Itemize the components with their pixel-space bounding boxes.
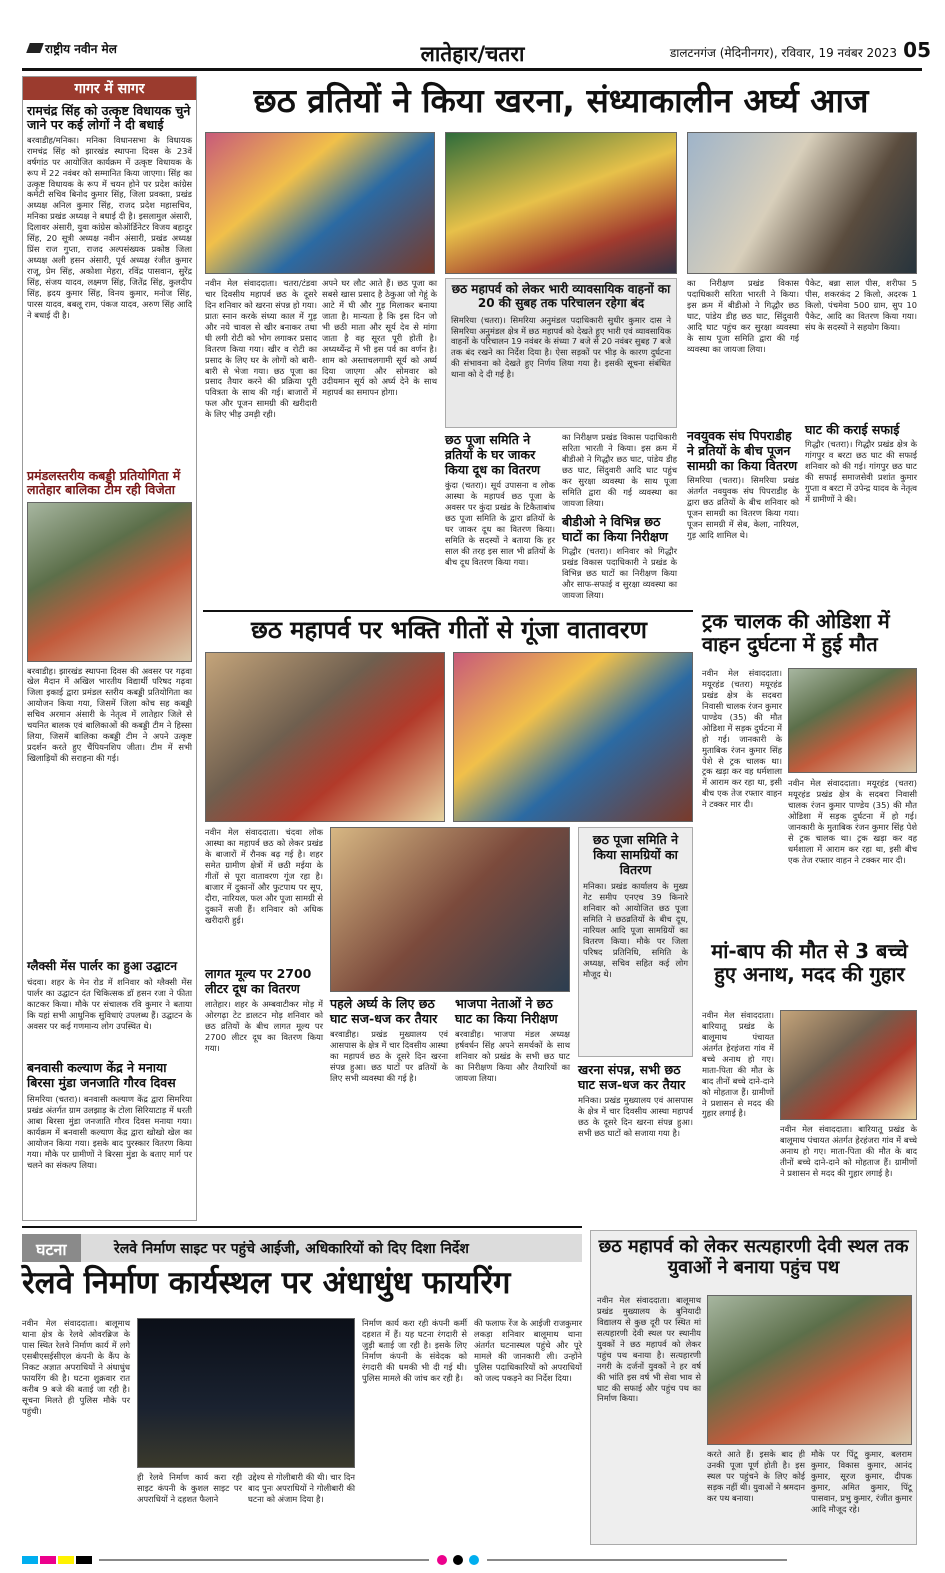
right-photo-accident xyxy=(788,668,917,773)
bottom-box-headline: छठ महापर्व को लेकर सत्यहारणी देवी स्थल तक युवाओं ने बनाया पहुंच पथ xyxy=(598,1236,909,1278)
mid-story-d-headline: भाजपा नेताओं ने छठ घाट का किया निरीक्षण xyxy=(455,996,558,1026)
kabaddi-team-photo xyxy=(27,502,192,662)
dateline: डालटनगंज (मेदिनीनगर), रविवार, 19 नवंबर 2023 xyxy=(669,46,897,60)
top-photo-market xyxy=(445,132,677,274)
top-story-d-headline: बीडीओ ने विभिन्न छठ घाटों का किया निरीक्षण xyxy=(562,514,668,544)
mid-story-d-body: बरवाडीह। भाजपा मंडल अध्यक्ष हर्षवर्धन सिंह अपने समर्थकों के साथ शनिवार को प्रखंड के सभी छठ घाट का निरीक्षण किया और तैयारियों का जायजा लिया। xyxy=(455,1029,570,1083)
top-body-b: अपने घर लौट आते हैं। छठ पूजा का सबसे खास प्रसाद है ठेकुआ जो गेहूं के आटे में घी और गुड़ मिलाकर बनाया जाता है। मान्यता है कि इस दिन जो भी छठी माता और सूर्य देव से मांगा जाता है वह सूरत पूरी होती है। अध्यर्थ्येन्द्र में भी इस पर्व का वर्णन है। शाम को अस्ताचलगामी सूर्य को अर्घ्य दिया जाएगा और सोमवार को उदीयमान सूर्य को अर्घ्य देने के साथ महापर्व का समापन होगा। xyxy=(322,278,437,398)
mid-story-f-body: मनिका। प्रखंड मुख्यालय एवं आसपास के क्षेत्र में चार दिवसीय आस्था महापर्व छठ के दूसरे दिन खरना संपन्न हुआ। सभी छठ घाटों को सजाया गया है। xyxy=(578,1095,693,1138)
black-dot-icon xyxy=(453,1555,463,1565)
mid-story-c-body: बरवाडीह। प्रखंड मुख्यालय एवं आसपास के क्षेत्र में चार दिवसीय आस्था का महापर्व छठ के दूसरे दिन खरना संपन्न हुआ। छठ घाटों पर व्रतियों के लिए सभी व्यवस्था की गई है। xyxy=(330,1029,448,1083)
page-number: 05 xyxy=(903,38,931,62)
left-story4-body: सिमरिया (चतरा)। बनवासी कल्याण केंद्र द्वारा सिमरिया प्रखंड अंतर्गत ग्राम उलझाड़ के टोला सिरियाटाड़ में धरती आबा बिरसा मुंडा जनजाति गौरव दिवस मनाया गया। कार्यक्रम में बनवासी कल्याण केंद्र द्वारा खोखो खेल का आयोजन किया गया। इसके बाद पुरस्कार वितरण किया गया। मौके पर ग्रामीणों ने बिरसा मुंडा के बताए मार्ग पर चलने का संकल्प लिया। xyxy=(27,1094,192,1170)
bottom-kicker-tag: घटना xyxy=(22,1234,81,1262)
masthead xyxy=(0,0,945,70)
left-story2-headline: प्रमंडलस्तरीय कबड्डी प्रतियोगिता में लातेहार बालिका टीम रही विजेता xyxy=(27,467,181,498)
bottom-headline: रेलवे निर्माण कार्यस्थल पर अंधाधुंध फायरिंग xyxy=(22,1265,511,1301)
mid-body-a: नवीन मेल संवाददाता। चंदवा लोक आस्था का महापर्व छठ को लेकर प्रखंड के बाजारों में रौनक बढ़ गई है। शहर समेत ग्रामीण क्षेत्रों में छठी मईया के गीतों से पूरा वातावरण गूंज रहा है। बाजार में दुकानों और फुटपाथ पर सूप, दौरा, नारियल, फल और पूजा सामग्री से दुकानें सजी हैं। शनिवार को अधिक खरीदारी हुई। xyxy=(205,827,324,925)
mid-photo-distribution xyxy=(453,652,693,822)
top-transport-box xyxy=(445,278,677,428)
top-body-a: नवीन मेल संवाददाता। चतरा/टंडवा चार दिवसीय महापर्व छठ के दूसरे दिन शनिवार को खरना संपन्न हो गया। प्रातः स्नान करके संध्या काल में गुड़ और नये चावल से खीर बनाकर तथा घी लगी रोटी को भोग लगाकर प्रसाद वितरण किया गया। खीर व रोटी का प्रसाद के लिए घर के लोगों को बारी-बारी से भेजा गया। छठ पूजा का प्रसाद तैयार करने की प्रक्रिया पूरी पवित्रता के साथ की गई। बाजारों में फल और पूजन सामग्री की खरीदारी के लिए भीड़ उमड़ी रही। xyxy=(205,278,317,420)
top-story-c-headline: छठ पूजा समिति ने व्रतियों के घर जाकर किया दूध का वितरण xyxy=(445,432,541,477)
cyan-dot-icon xyxy=(469,1555,479,1565)
left-kicker: गागर में सागर xyxy=(23,77,196,100)
top-story-f xyxy=(687,278,799,604)
yellow-swatch xyxy=(58,1556,74,1564)
mid-rule xyxy=(203,610,693,612)
right-story2-continued: नवीन मेल संवाददाता। बारियातू प्रखंड के बालूमाथ पंचायत अंतर्गत हेरहंजरा गांव में बच्चे अनाथ हो गए। माता-पिता की मौत के बाद तीनों बच्चे दाने-दाने को मोहताज हैं। ग्रामीणों ने प्रशासन से मदद की गुहार लगाई है। xyxy=(780,1124,917,1178)
top-story-d xyxy=(562,432,677,604)
bottom-rule xyxy=(22,1226,582,1228)
mid-photo-market xyxy=(205,652,445,822)
magenta-dot-icon xyxy=(437,1555,447,1565)
mid-story-c xyxy=(330,996,448,1216)
top-photo-temple xyxy=(687,132,917,274)
right-story1-headline: ट्रक चालक की ओडिशा में वाहन दुर्घटना में हुई मौत xyxy=(702,609,890,656)
top-box-body: सिमरिया (चतरा)। सिमरिया अनुमंडल पदाधिकारी सुधीर कुमार दास ने सिमरिया अनुमंडल क्षेत्र में छठ महापर्व को देखते हुए भारी एवं व्यावसायिक वाहनों के परिचालन 19 नवंबर के संध्या 7 बजे से 20 नवंबर सुबह 7 बजे तक बंद रखने का निर्देश दिया है। ऐसा सड़कों पर भीड़ के कारण दुर्घटना की संभावना को देखते हुए निर्णय लिया गया है। इसकी सूचना संबंधित थाना को दे दी गई है। xyxy=(451,314,671,380)
bottom-kicker-headline: रेलवे निर्माण साइट पर पहुंचे आईजी, अधिकारियों को दिए दिशा निर्देश xyxy=(114,1241,469,1257)
bottom-box-body-2: करते आते हैं। इसके बाद ही उनकी पूजा पूर्ण होती है। इस स्थल पर पहुंचने के लिए कोई सड़क नहीं थी। युवाओं ने श्रमदान कर पथ बनाया। xyxy=(707,1449,806,1503)
registration-line xyxy=(99,1559,429,1561)
bottom-body-c: की फलाफ रेंज के आईजी राजकुमार लकड़ा शनिवार बालूमाथ थाना अंतर्गत घटनास्थल पहुंचे और पूरे मामले की जानकारी ली। उन्होंने पुलिस पदाधिकारियों को अपराधियों को जल्द पकड़ने का निर्देश दिया। xyxy=(474,1318,582,1383)
bottom-body-b: निर्माण कार्य करा रही कंपनी कर्मी दहशत में हैं। यह घटना रंगदारी से जुड़ी बताई जा रही है। इसके लिए निर्माण कंपनी के संवेदक को रंगदारी की धमकी भी दी गई थी। पुलिस मामले की जांच कर रही है। xyxy=(362,1318,467,1383)
top-story-c xyxy=(445,432,555,604)
mid-story-c-headline: पहले अर्घ्य के लिए छठ घाट सज-धज कर तैयार xyxy=(330,996,438,1026)
bottom-right-box xyxy=(590,1230,917,1545)
black-swatch xyxy=(76,1556,92,1564)
bottom-photo-caption: ही रेलवे निर्माण कार्य करा रही साइट कंपनी के कुशल साइट पर अपराधियों ने दहशत फैलाने xyxy=(137,1472,242,1504)
right-story1-continued: नवीन मेल संवाददाता। मयूरहंड (चतरा) मयूरहंड प्रखंड क्षेत्र के सदबरा निवासी चालक रंजन कुमार पाण्डेय (35) की मौत ओडिशा में सड़क दुर्घटना में हो गई। जानकारी के मुताबिक रंजन कुमार सिंह पेशे से ट्रक चालक था। ट्रक खड़ा कर वह धर्मशाला में आराम कर रहा था, इसी बीच एक तेज रफ्तार वाहन ने टक्कर मार दी। xyxy=(788,778,917,865)
registration-line-2 xyxy=(487,1559,787,1561)
print-registration-strip xyxy=(22,1549,922,1561)
top-story-h-body: गिद्धौर (चतरा)। गिद्धौर प्रखंड क्षेत्र के गांगपुर व बरटा छठ घाट की सफाई शनिवार को की गई। गांगपुर छठ घाट की सफाई समाजसेवी प्रशांत कुमार गुप्ता व बरटा में उपेन्द्र यादव के नेतृत्व में ग्रामीणों ने की। xyxy=(805,439,917,504)
bottom-box-body: नवीन मेल संवाददाता। बालूमाथ प्रखंड मुख्यालय के बुनियादी विद्यालय से कुछ दूरी पर स्थित मां सत्यहारणी देवी स्थल पर स्थानीय युवकों ने छठ महापर्व को लेकर पहुंच पथ बनाया है। सत्यहारणी नगरी के दर्जनों युवकों ने हर वर्ष की भांति इस वर्ष भी सेवा भाव से घाट की सफाई और पहुंच पथ का निर्माण किया। xyxy=(597,1295,701,1404)
top-headline: छठ व्रतियों ने किया खरना, संध्याकालीन अर्घ्य आज xyxy=(253,81,869,120)
top-story-c-body: कुंदा (चतरा)। सूर्य उपासना व लोक आस्था के महापर्व छठ पूजा के अवसर पर कुंदा प्रखंड के टिकैताबांध छठ पूजा समिति के द्वारा व्रतियों के घर जाकर दूध का वितरण किया। समिति के सदस्यों ने बताया कि हर साल की तरह इस साल भी व्रतियों के बीच दूध वितरण किया गया। xyxy=(445,480,555,567)
bottom-kicker-strip xyxy=(22,1234,582,1262)
cyan-swatch xyxy=(22,1556,38,1564)
mid-headline: छठ महापर्व पर भक्ति गीतों से गूंजा वातावरण xyxy=(251,616,647,644)
mid-story-e-headline: लागत मूल्य पर 2700 लीटर दूध का वितरण xyxy=(205,966,312,996)
left-story4-headline: बनवासी कल्याण केंद्र ने मनाया बिरसा मुंडा जनजाति गौरव दिवस xyxy=(27,1060,176,1090)
right-story2-headline: मां-बाप की मौत से 3 बच्चे हुए अनाथ, मदद की गुहार xyxy=(711,939,908,986)
top-story-e-body: का निरीक्षण प्रखंड विकास पदाधिकारी सरिता भारती ने किया। इस क्रम में बीडीओ ने गिद्धौर छठ घाट, पांडेय डीह छठ घाट, सिंदुवारी आदि घाट पहुंच कर सुरक्षा व्यवस्था के साथ पूजा समिति द्वारा की गई व्यवस्था का जायजा लिया। xyxy=(687,278,799,354)
right-story2-body: नवीन मेल संवाददाता। बारियातू प्रखंड के बालूमाथ पंचायत अंतर्गत हेरहंजरा गांव में बच्चे अनाथ हो गए। माता-पिता की मौत के बाद तीनों बच्चे दाने-दाने को मोहताज हैं। ग्रामीणों ने प्रशासन से मदद की गुहार लगाई है। xyxy=(702,1010,774,1119)
left-story3-headline: ग्लैक्सी मेंस पार्लर का हुआ उद्घाटन xyxy=(27,958,177,973)
mid-samagri-box xyxy=(578,827,693,1057)
brand-name: राष्ट्रीय नवीन मेल xyxy=(45,42,117,56)
top-story-d-prefix: का निरीक्षण प्रखंड विकास पदाधिकारी सरिता भारती ने किया। इस क्रम में बीडीओ ने गिद्धौर छठ घाट, पांडेय डीह छठ घाट, सिंदुवारी आदि घाट पहुंच कर सुरक्षा व्यवस्था के साथ पूजा समिति द्वारा की गई व्यवस्था का जायजा लिया। xyxy=(562,432,677,508)
right-story1-body: नवीन मेल संवाददाता। मयूरहंड (चतरा) मयूरहंड प्रखंड क्षेत्र के सदबरा निवासी चालक रंजन कुमार पाण्डेय (35) की मौत ओडिशा में सड़क दुर्घटना में हो गई। जानकारी के मुताबिक रंजन कुमार सिंह पेशे से ट्रक चालक था। ट्रक खड़ा कर वह धर्मशाला में आराम कर रहा था, इसी बीच एक तेज रफ्तार वाहन ने टक्कर मार दी। xyxy=(702,668,783,810)
mid-box-body: मनिका। प्रखंड कार्यालय के मुख्य गेट समीप एनएच 39 किनारे शनिवार को आयोजित छठ पूजा समिति ने छठव्रतियों के बीच दूध, नारियल आदि पूजा सामग्रियों का वितरण किया। मौके पर जिला परिषद प्रतिनिधि, समिति के अध्यक्ष, सचिव सहित कई लोग मौजूद थे। xyxy=(583,881,688,979)
masthead-rule xyxy=(22,68,922,71)
mid-story-f xyxy=(578,1062,693,1217)
section-title: लातेहार/चतरा xyxy=(420,42,525,66)
left-story1-headline: रामचंद्र सिंह को उत्कृष्ट विधायक चुने जाने पर कई लोगों ने दी बधाई xyxy=(27,103,191,133)
left-column xyxy=(22,76,197,1221)
top-box-headline: छठ महापर्व को लेकर भारी व्यावसायिक वाहनों का 20 की सुबह तक परिचालन रहेगा बंद xyxy=(451,282,671,310)
bottom-box-photo-youths xyxy=(707,1295,912,1445)
left-story2-body: बरवाडीह। झारखंड स्थापना दिवस की अवसर पर गढ़वा खेल मैदान में अखिल भारतीय विद्यार्थी परिषद गढ़वा जिला इकाई द्वारा प्रमंडल स्तरीय कबड्डी प्रतियोगिता का आयोजन किया गया, जिसमें जिला कोच सह कबड्डी सचिव अरमान अंसारी के नेतृत्व में लातेहार जिले से चयनित बालक एवं बालिकाओं की कबड्डी टीम ने हिस्सा लिया, जिसमें बालिका कबड्डी टीम ने अपने उत्कृष्ट प्रदर्शन करते हुए चैंपियनशिप जीता। टीम में सभी खिलाड़ियों की सराहना की गई। xyxy=(27,665,192,763)
top-story-g-body: पैकेट, बन्ना साल पीस, शरीफा 5 पीस, शकरकंद 2 किलो, अदरक 1 किलो, पंचमेवा 500 ग्राम, सुप 10 पैकेट, आदि का वितरण किया गया। संघ के सदस्यों ने सहयोग किया। xyxy=(805,278,917,332)
top-story-f-body: सिमरिया (चतरा)। सिमरिया प्रखंड अंतर्गत नवयुवक संघ पिपराडीह के द्वारा छठ व्रतियों के बीच शनिवार को पूजन सामग्री का वितरण किया गया। पूजन सामग्री में सेब, केला, नारियल, गुड़ आदि शामिल थे। xyxy=(687,475,799,540)
mid-photo-bjp-leaders xyxy=(330,827,570,992)
top-story-h xyxy=(805,278,917,604)
bottom-box-body-3: मौके पर पिंटू कुमार, बलराम कुमार, विकास कुमार, आनंद कुमार, सूरज कुमार, दीपक कुमार, अमित कुमार, पिंटू पासवान, प्रभु कुमार, रंजीत कुमार आदि मौजूद रहे। xyxy=(811,1449,912,1514)
mid-box-headline: छठ पूजा समिति ने किया सामग्रियों का वितरण xyxy=(592,832,679,877)
top-photo-women-ghat xyxy=(205,132,435,274)
mid-story-d xyxy=(455,996,570,1216)
bottom-photo-night-site xyxy=(137,1318,355,1468)
right-photo-children xyxy=(780,1010,917,1120)
mid-story-f-headline: खरना संपन्न, सभी छठ घाट सज-धज कर तैयार xyxy=(578,1062,686,1092)
magenta-swatch xyxy=(40,1556,56,1564)
left-story3-body: चंदवा। शहर के मेन रोड में शनिवार को ग्लैक्सी मेंस पार्लर का उद्घाटन दंत चिकित्सक डॉ हसन रजा ने फीता काटकर किया। मौके पर संचालक रवि कुमार ने बताया कि यहां सभी आधुनिक सुविधाएं उपलब्ध हैं। उद्घाटन के अवसर पर कई गणमान्य लोग उपस्थित थे। xyxy=(27,977,192,1032)
top-story-f-headline: नवयुवक संघ पिपराडीह ने व्रतियों के बीच पूजन सामग्री का किया वितरण xyxy=(687,428,798,473)
left-story1-body: बरवाडीह/मनिका। मनिका विधानसभा के विधायक रामचंद्र सिंह को झारखंड स्थापना दिवस के 23वें वर्षगांठ पर आयोजित कार्यक्रम में उत्कृष्ट विधायक के रूप में 22 नवंबर को सम्मानित किया जाएगा। सिंह का उत्कृष्ट विधायक के रूप में चयन होने पर प्रदेश कांग्रेस कमेटी सचिव बिनोद कुमार सिंह, जिला प्रवक्ता, प्रखंड अध्यक्ष अनिल कुमार सिंह, राजद प्रदेश महासचिव, मनिका प्रखंड अध्यक्ष ने बधाई दी है। इसलामुल अंसारी, दिलावर अंसारी, युवा कांग्रेस कोऑर्डिनेटर विजय बहादुर सिंह, 20 सूत्री अध्यक्ष नवीन अंसारी, प्रखंड अध्यक्ष प्रिंस राज गुप्ता, राजद अल्पसंख्यक प्रकोष्ठ जिला अध्यक्ष अली हसन अंसारी, पूर्व अध्यक्ष रंजीत कुमार राजू, प्रेम सिंह, अकोशा मेहरा, रविंद्र पासवान, सुरेंद्र सिंह, संजय यादव, लक्ष्मण सिंह, जितेंद्र सिंह, कुलदीप सिंह, ह्रदय कुमार सिंह, विनय कुमार, मनोज सिंह, पारस यादव, बबलू राम, पंकज यादव, अरुण सिंह आदि ने बधाई दी है। xyxy=(27,134,192,320)
bottom-body-a: नवीन मेल संवाददाता। बालूमाथ थाना क्षेत्र के रेलवे ओवरब्रिज के पास स्थित रेलवे निर्माण कार्य में लगे एसबीएसईसीएल कंपनी के कैंप के निकट अज्ञात अपराधियों ने अंधाधुंध फायरिंग की है। घटना शुक्रवार रात करीब 9 बजे की बताई जा रही है। सूचना मिलते ही पुलिस मौके पर पहुंची। xyxy=(22,1318,130,1416)
top-story-h-headline: घाट की कराई सफाई xyxy=(805,422,900,437)
top-story-d-body: गिद्धौर (चतरा)। शनिवार को गिद्धौर प्रखंड विकास पदाधिकारी ने प्रखंड के विभिन्न छठ घाटों का निरीक्षण किया और साफ-सफाई व सुरक्षा व्यवस्था का जायजा लिया। xyxy=(562,546,677,600)
mid-story-e-body: लातेहार। शहर के अम्बवाटीकर मोड़ में ओरगढ़ा टेट डालटन मोड़ शनिवार को छठ व्रतियों के बीच लागत मूल्य पर 2700 लीटर दूध का वितरण किया गया। xyxy=(205,999,323,1053)
bottom-photo-caption-2: उद्देश्य से गोलीबारी की थी। चार दिन बाद पुनः अपराधियों ने गोलीबारी की घटना को अंजाम दिया है। xyxy=(248,1472,355,1504)
mid-story-e xyxy=(205,960,323,1215)
